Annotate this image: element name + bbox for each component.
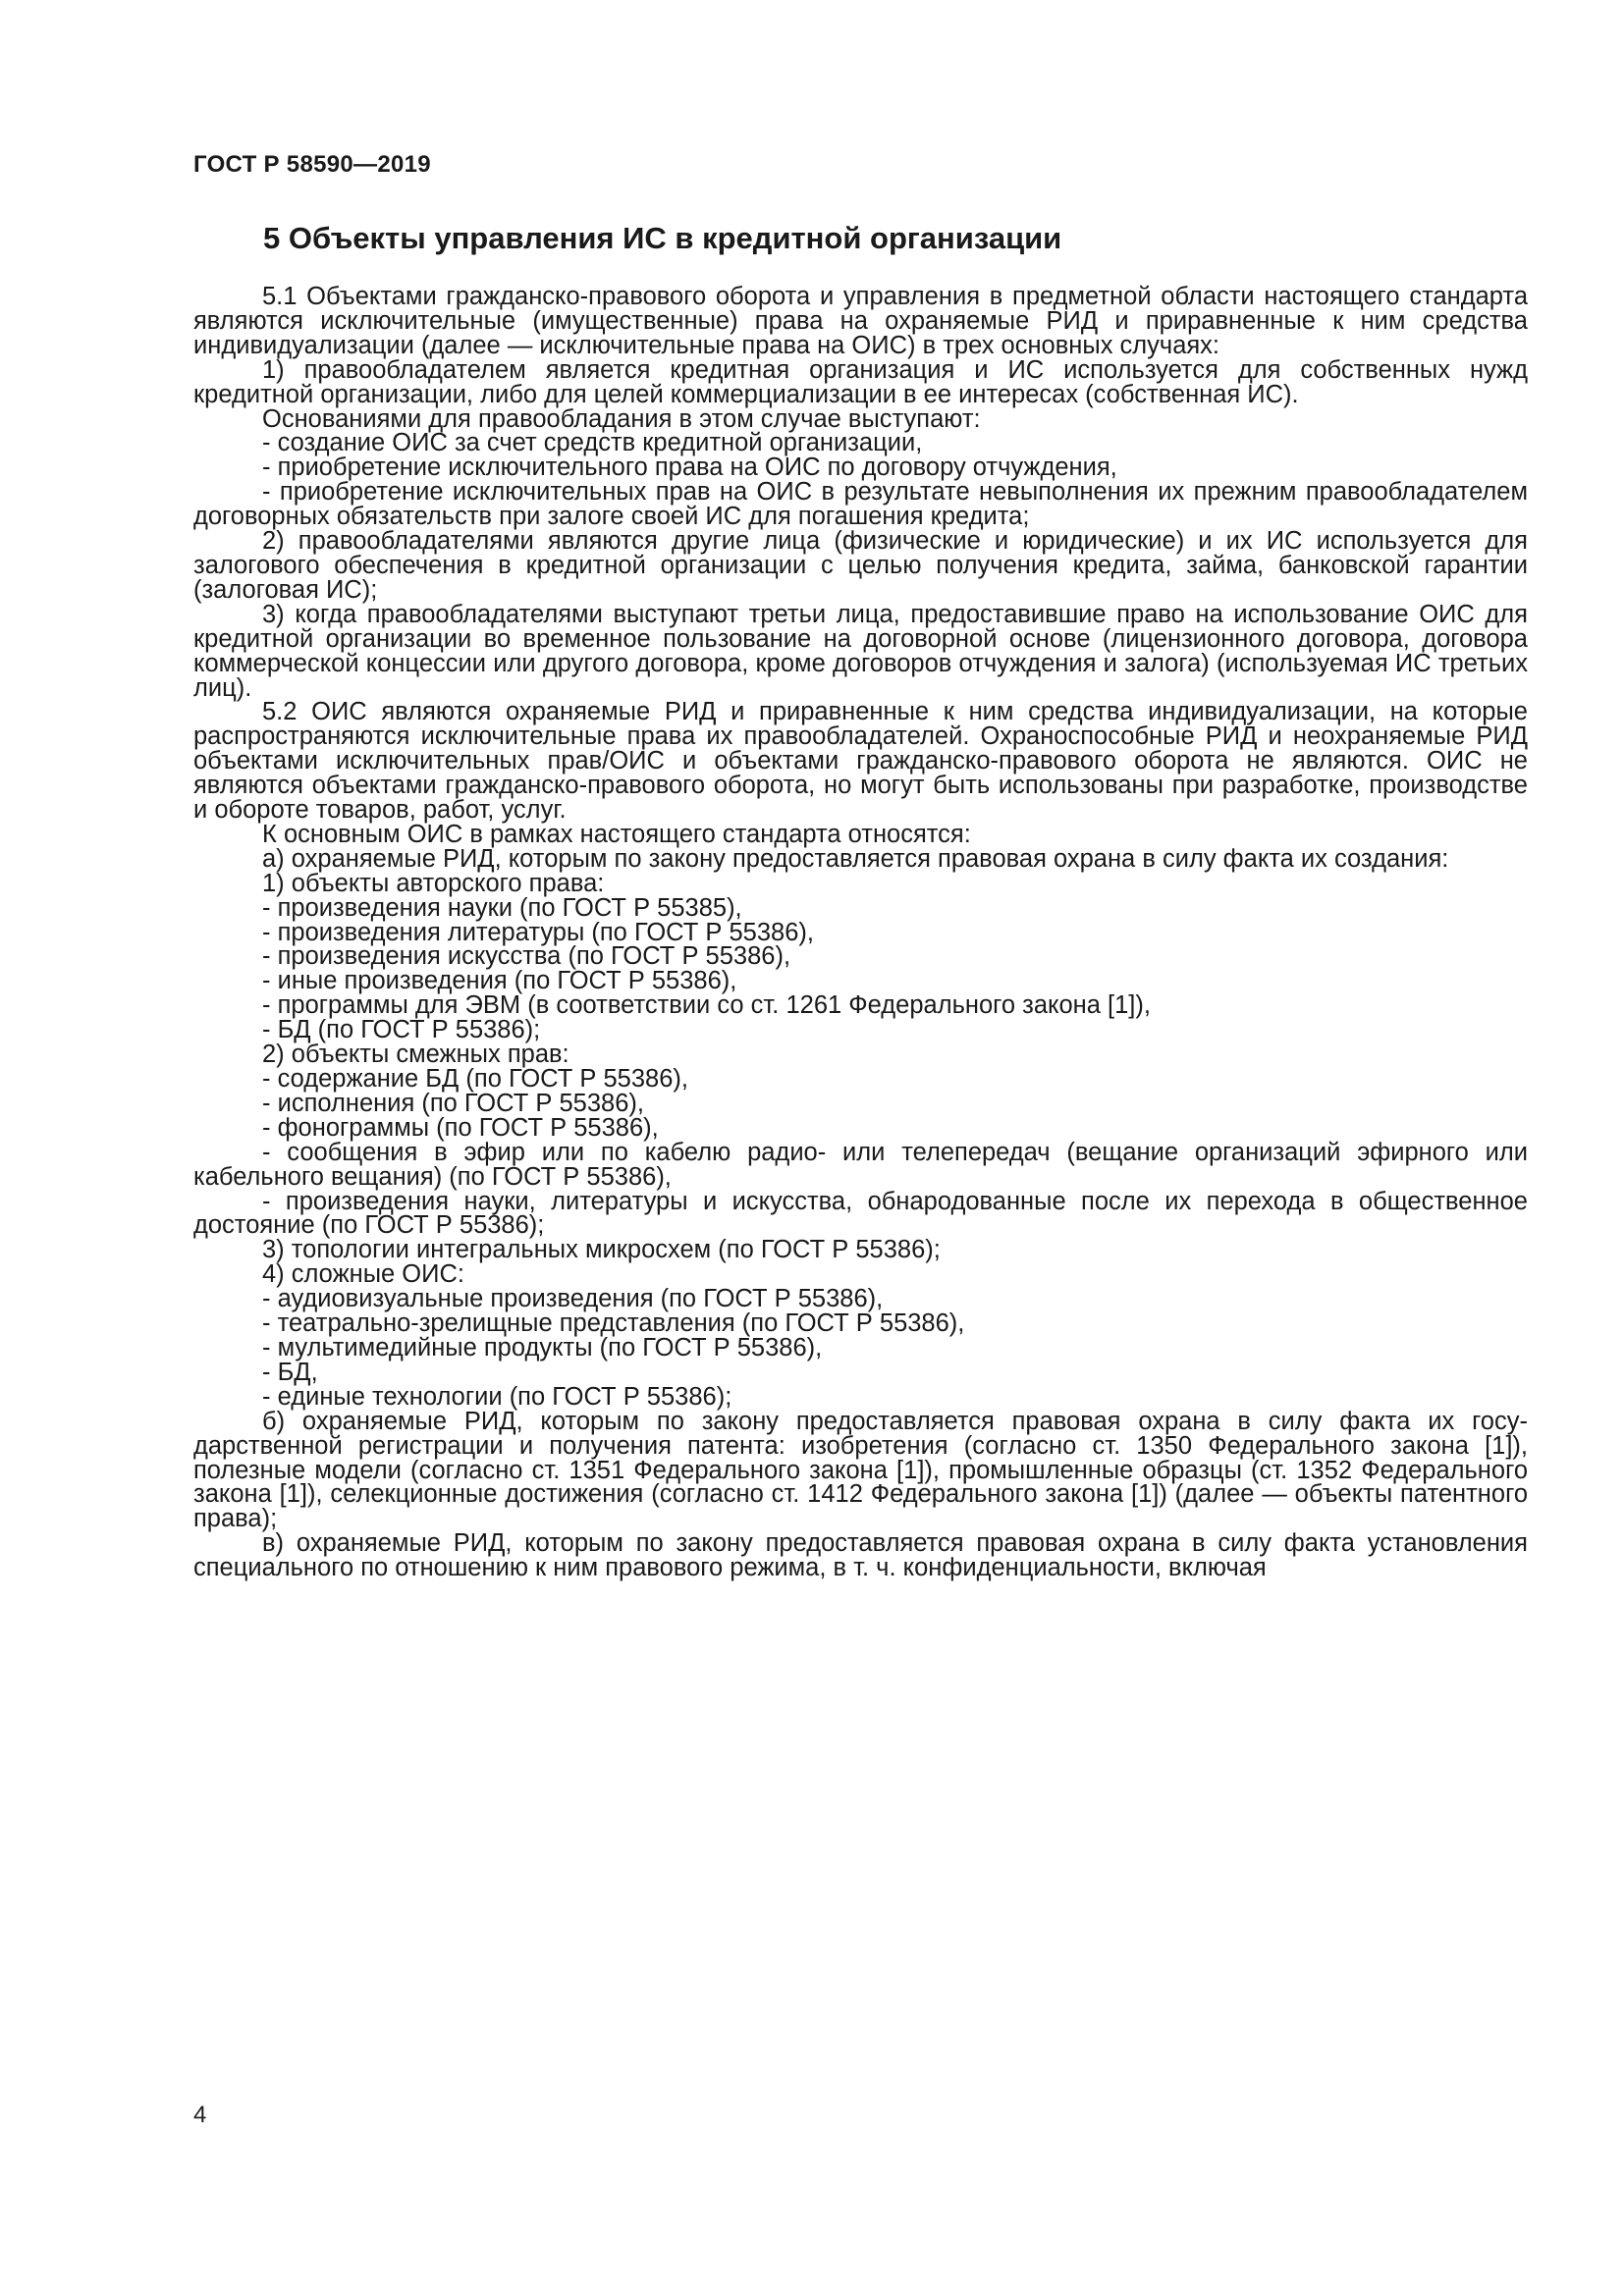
- list-item: - произведения науки (по ГОСТ Р 55385),: [262, 893, 742, 922]
- paragraph: а) охраняемые РИД, которым по закону предоставляется правовая охрана в силу факта их создания:: [262, 844, 1449, 873]
- list-item: - БД (по ГОСТ Р 55386);: [262, 1016, 541, 1044]
- list-item: - театрально-зрелищные представления (по ГОСТ Р 55386),: [262, 1309, 965, 1338]
- paragraph: 5.1 Объектами гражданско-правового оборота и управления в предметной области настоящего стандарта являются исключительные (имущественные) права на охраняемые РИД и приравненные к ним средства индивидуализации (далее — исключительные права на ОИС) в трех основных случаях:: [193, 283, 1528, 359]
- paragraph: б) охраняемые РИД, которым по закону предоставляется правовая охрана в силу факта их государственной регистрации и получения патента: изобретения (согласно ст. 1350 Федерального закона [1]), полезные модели (согласно ст. 1351 Федерального закона [1]), промышленные образцы (ст. 1352 Федерального закона [1]), селекционные достижения (согласно ст. 1412 Федерального закона [1]) (далее — объекты патентного права);: [193, 1407, 1528, 1533]
- list-item: - создание ОИС за счет средств кредитной организации,: [262, 429, 923, 457]
- list-item: - произведения литературы (по ГОСТ Р 55386),: [262, 918, 814, 946]
- list-item: - содержание БД (по ГОСТ Р 55386),: [262, 1065, 688, 1093]
- page-number: 4: [193, 2102, 207, 2128]
- paragraph: 1) правообладателем является кредитная организация и ИС используется для собственных нужд кредитной организации, либо для целей коммерциализации в ее интересах (собственная ИС).: [193, 355, 1528, 408]
- list-item: - иные произведения (по ГОСТ Р 55386),: [262, 967, 737, 995]
- list-item: - приобретение исключительных прав на ОИС в результате невыполнения их прежним правообладателем договорных обязательств при залоге своей ИС для погашения кредита;: [193, 478, 1528, 531]
- list-item: - сообщения в эфир или по кабелю радио- или телепередач (вещание организаций эфирного или кабельного вещания) (по ГОСТ Р 55386),: [193, 1138, 1528, 1191]
- paragraph: 4) сложные ОИС:: [262, 1260, 464, 1289]
- list-item: - аудиовизуальные произведения (по ГОСТ Р 55386),: [262, 1285, 884, 1313]
- document-header: ГОСТ Р 58590—2019: [193, 151, 431, 178]
- list-item: - произведения науки, литературы и искусства, обнародованные после их перехода в общественное достояние (по ГОСТ Р 55386);: [193, 1187, 1528, 1240]
- body-text: [193, 285, 1528, 1580]
- paragraph: 2) правообладателями являются другие лица (физические и юридические) и их ИС используется для залогового обеспечения в кредитной организации с целью получения кредита, займа, банковской гарантии (залоговая ИС);: [193, 527, 1528, 604]
- section-title: 5 Объекты управления ИС в кредитной организации: [263, 221, 1062, 255]
- paragraph: Основаниями для правообладания в этом случае выступают:: [262, 404, 981, 433]
- list-item: - программы для ЭВМ (в соответствии со ст. 1261 Федерального закона [1]),: [262, 991, 1151, 1020]
- list-item: - единые технологии (по ГОСТ Р 55386);: [262, 1382, 732, 1411]
- list-item: - произведения искусства (по ГОСТ Р 55386),: [262, 942, 791, 971]
- paragraph: в) охраняемые РИД, которым по закону предоставляется правовая охрана в силу факта установления специального по отношению к ним правового режима, в т. ч. конфиденциальности, включая: [193, 1529, 1528, 1582]
- list-item: - исполнения (по ГОСТ Р 55386),: [262, 1089, 644, 1117]
- list-item: - фонограммы (по ГОСТ Р 55386),: [262, 1113, 659, 1142]
- paragraph: 1) объекты авторского права:: [262, 869, 605, 897]
- paragraph: 5.2 ОИС являются охраняемые РИД и приравненные к ним средства индивидуализации, на которые распространяются исключительные права их правообладателей. Охраноспособные РИД и неохраняемые РИД объектами исключительных прав/ОИС и объектами гражданско-правового оборота не являются. ОИС не являются объектами гражданско-правового оборота, но могут быть использованы при разработке, производстве и обороте товаров, работ, услуг.: [193, 698, 1528, 825]
- list-item: - БД,: [262, 1358, 318, 1386]
- list-item: - мультимедийные продукты (по ГОСТ Р 55386),: [262, 1333, 823, 1362]
- list-item: - приобретение исключительного права на ОИС по договору отчуждения,: [262, 454, 1117, 482]
- paragraph: 3) когда правообладателями выступают третьи лица, предоставившие право на использование ОИС для кредитной организации во временное пользование на договорной основе (лицензионного договора, договора коммерческой концессии или другого договора, кроме договоров отчуждения и залога) (используемая ИС третьих лиц).: [193, 600, 1528, 702]
- paragraph: К основным ОИС в рамках настоящего стандарта относятся:: [262, 820, 971, 848]
- paragraph: 2) объекты смежных прав:: [262, 1041, 569, 1069]
- paragraph: 3) топологии интегральных микросхем (по ГОСТ Р 55386);: [262, 1236, 941, 1264]
